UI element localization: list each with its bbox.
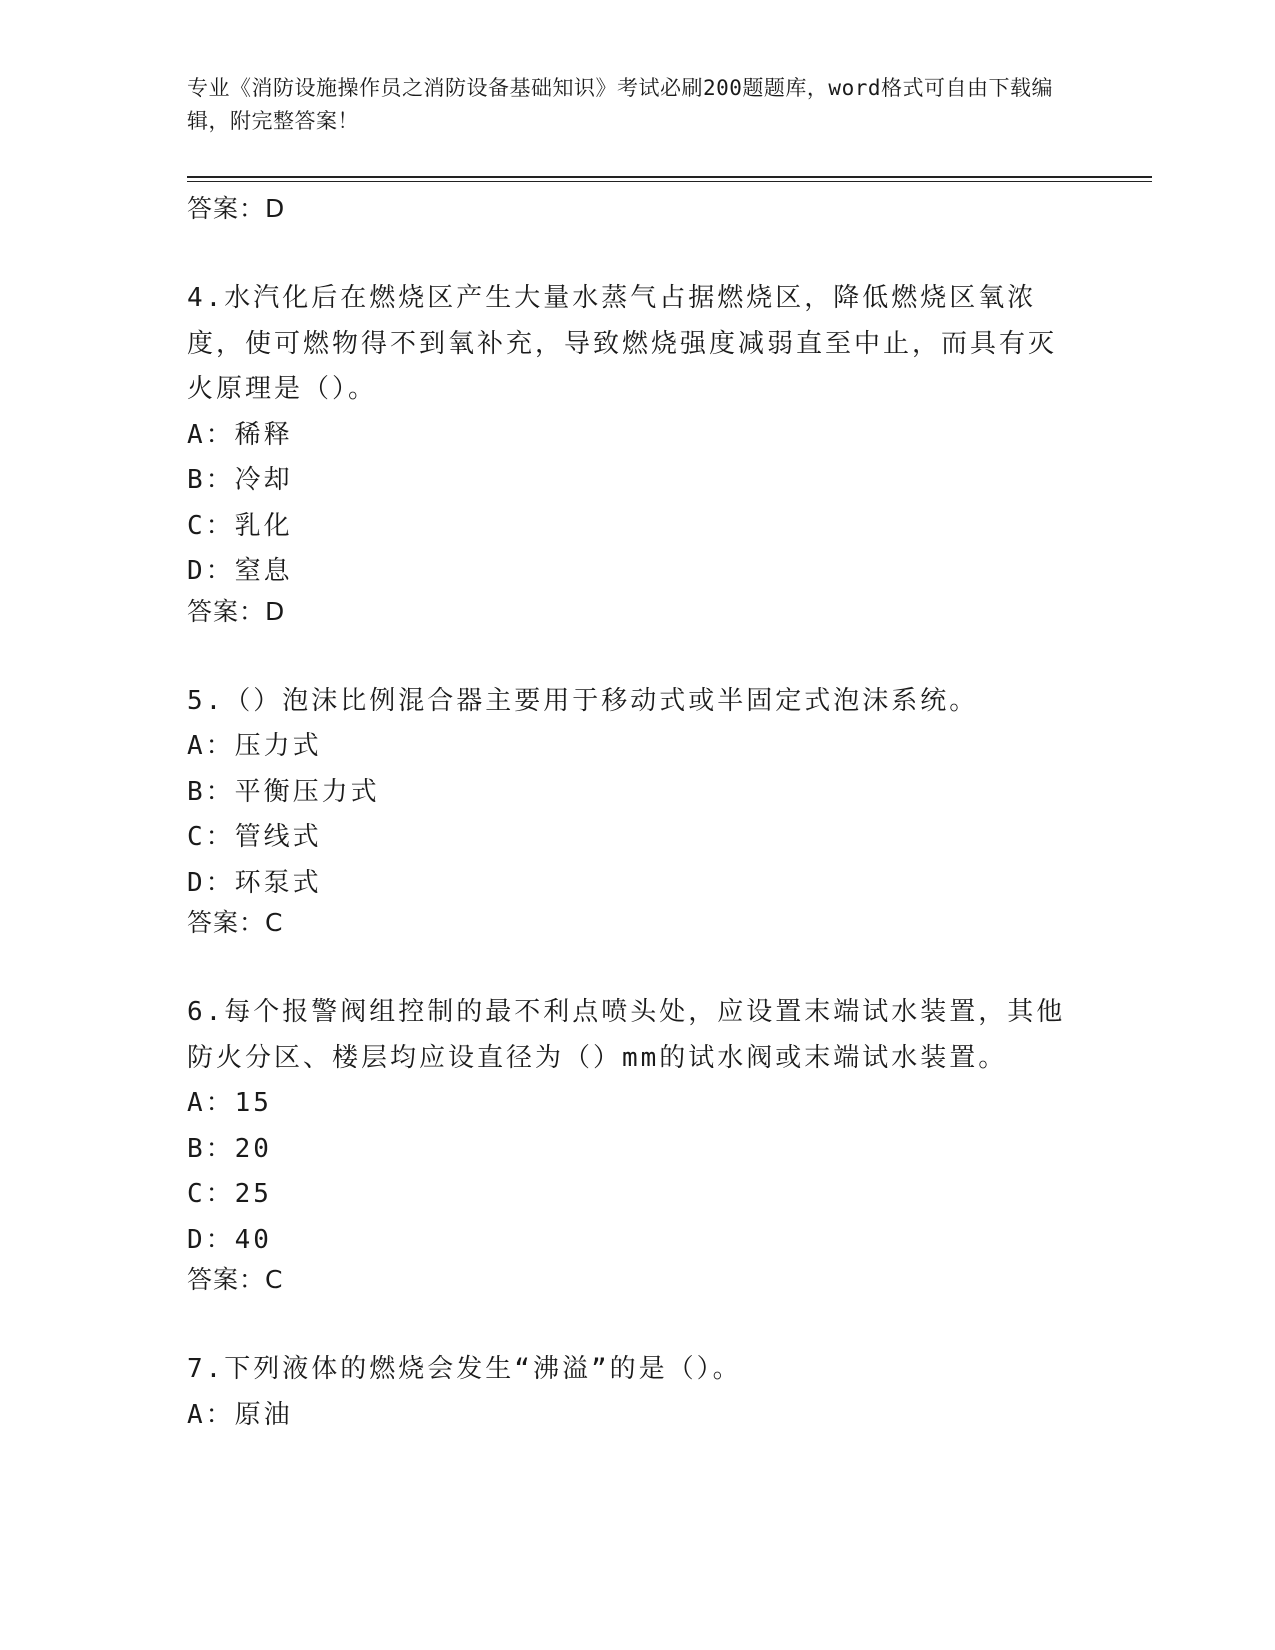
header-divider [187,176,1152,182]
option-d: D：环泵式 [187,867,322,898]
option-c: C：乳化 [187,510,293,541]
option-d: D：40 [187,1224,272,1255]
answer-text: 答案：D [187,596,286,626]
option-d: D：窒息 [187,556,293,586]
question-stem: 7.下列液体的燃烧会发生“沸溢”的是（）。 [187,1354,742,1384]
option-b: B：冷却 [187,465,293,495]
question-5 [187,679,1152,939]
question-stem: 6.每个报警阀组控制的最不利点喷头处，应设置末端试水装置，其他防火分区、楼层均应设直径为（）mm的试水阀或末端试水装置。 [187,997,1066,1073]
option-a: A：压力式 [187,731,322,761]
option-b: B：20 [187,1133,272,1164]
document-page [187,72,1152,1438]
option-c: C：25 [187,1179,272,1209]
answer-text: 答案：C [187,908,284,937]
question-stem: 4.水汽化后在燃烧区产生大量水蒸气占据燃烧区，降低燃烧区氧浓度，使可燃物得不到氧补充，导致燃烧强度减弱直至中止，而具有灭火原理是（）。 [187,283,1058,404]
option-a: A：15 [187,1088,272,1118]
option-b: B：平衡压力式 [187,776,380,807]
answer-text: 答案：C [187,1265,284,1294]
document-header: 专业《消防设施操作员之消防设备基础知识》考试必刷200题题库，word格式可自由下载编辑，附完整答案！ [187,76,1053,133]
answer-text: 答案：D [187,194,286,223]
question-7 [187,1347,1152,1438]
question-stem: 5.（）泡沫比例混合器主要用于移动式或半固定式泡沫系统。 [187,685,979,716]
header-divider-inner [187,181,1152,182]
question-4 [187,276,1152,627]
option-a: A：原油 [187,1399,293,1430]
question-6 [187,990,1152,1295]
option-a: A：稀释 [187,419,293,450]
option-c: C：管线式 [187,822,322,852]
